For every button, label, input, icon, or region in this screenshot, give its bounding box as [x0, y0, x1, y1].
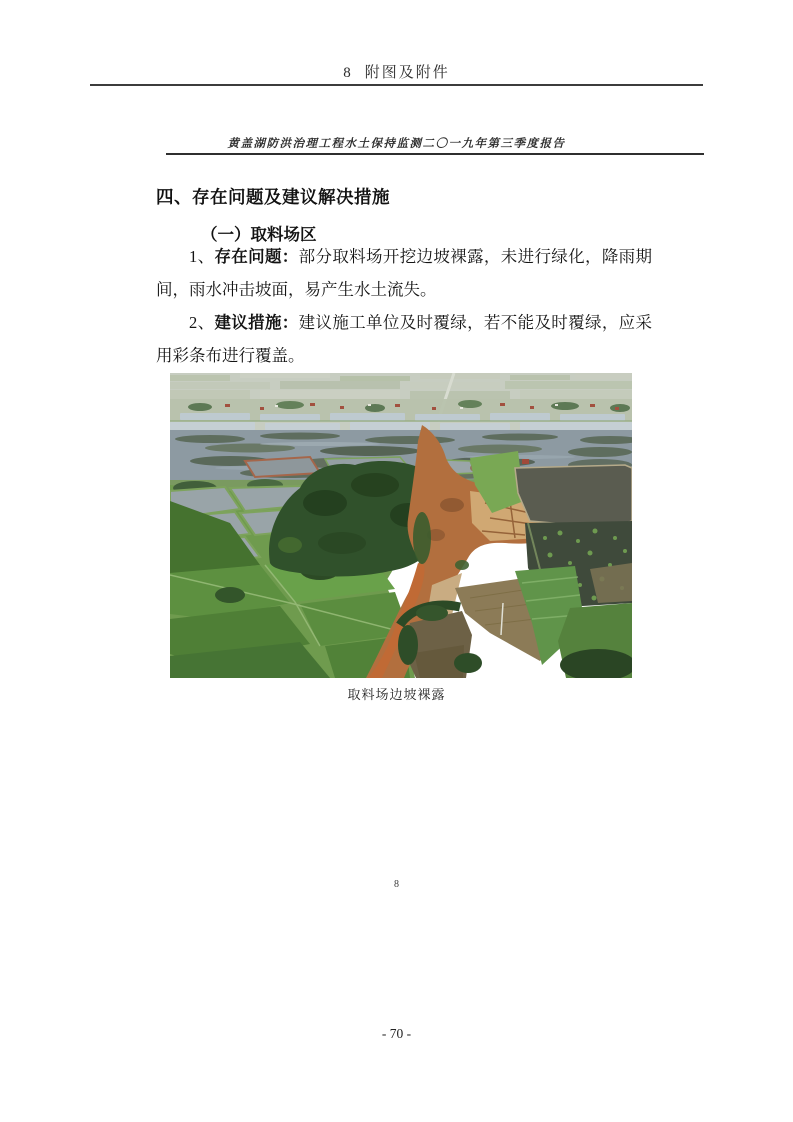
subsection-heading: （一）取料场区 [201, 225, 317, 244]
header-rule [90, 84, 703, 86]
inner-page-number: 8 [394, 879, 399, 890]
aerial-photo-illustration [170, 373, 632, 678]
borrow-pit-photo [170, 373, 632, 678]
paragraph-text: 部分取料场开挖边坡裸露，未进行绿化，降雨期间，雨水冲击坡面，易产生水土流失。 [156, 247, 653, 299]
section-heading: 四、存在问题及建议解决措施 [156, 187, 390, 207]
chapter-number: 8 [343, 65, 351, 81]
paragraph-label: 存在问题： [214, 247, 299, 266]
photo-village-band [170, 399, 632, 430]
chapter-header [0, 61, 793, 82]
paragraph-text: 建议施工单位及时覆绿，若不能及时覆绿，应采用彩条布进行覆盖。 [156, 313, 653, 365]
paragraph-label: 建议措施： [214, 313, 299, 332]
report-running-header: 黄盖湖防洪治理工程水土保持监测二〇一九年第三季度报告 [227, 138, 566, 150]
chapter-title: 附图及附件 [364, 65, 450, 81]
running-header-rule [166, 153, 704, 155]
paragraph-number: 1、 [189, 247, 215, 266]
footer-page-number: - 70 - [381, 1026, 412, 1041]
photo-caption: 取料场边坡裸露 [347, 687, 446, 702]
problem-paragraph [156, 240, 652, 306]
paragraph-number: 2、 [189, 313, 215, 332]
suggestion-paragraph [156, 306, 652, 372]
